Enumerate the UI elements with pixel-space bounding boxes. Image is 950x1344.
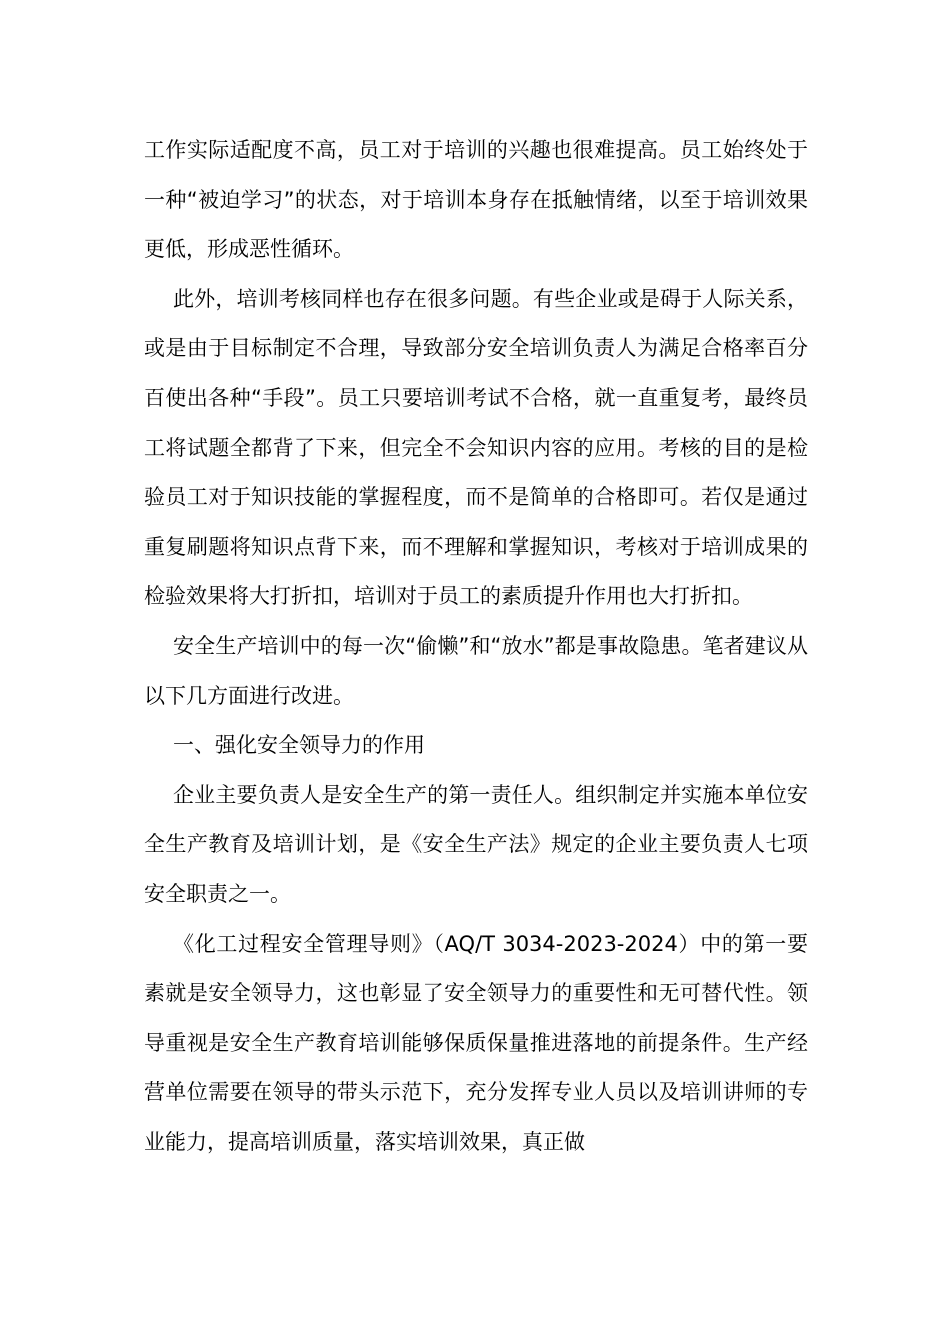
- paragraph-assessment-problems: 此外，培训考核同样也存在很多问题。有些企业或是碍于人际关系，或是由于目标制定不合理，导致部分安全培训负责人为满足合格率百分百使出各种“手段”。员工只要培训考试不合格，就一直重复考，最终员工将试题全都背了下来，但完全不会知识内容的应用。考核的目的是检验员工对于知识技能的掌握程度，而不是简单的合格即可。若仅是通过重复刷题将知识点背下来，而不理解和掌握知识，考核对于培训成果的检验效果将大打折扣，培训对于员工的素质提升作用也大打折扣。: [144, 286, 808, 609]
- paragraph-improvement-intro: 安全生产培训中的每一次“偷懒”和“放水”都是事故隐患。笔者建议从以下几方面进行改进。: [144, 633, 808, 708]
- section-heading-leadership: 一、强化安全领导力的作用: [173, 733, 425, 758]
- document-body: [144, 126, 808, 1167]
- paragraph-training-interest: 工作实际适配度不高，员工对于培训的兴趣也很难提高。员工始终处于一种“被迫学习”的状态，对于培训本身存在抵触情绪，以至于培训效果更低，形成恶性循环。: [144, 138, 808, 262]
- paragraph-guideline-leadership: 《化工过程安全管理导则》（AQ/T 3034-2023-2024）中的第一要素就是安全领导力，这也彰显了安全领导力的重要性和无可替代性。领导重视是安全生产教育培训能够保质保量推进落地的前提条件。生产经营单位需要在领导的带头示范下，充分发挥专业人员以及培训讲师的专业能力，提高培训质量，落实培训效果，真正做: [144, 931, 808, 1154]
- paragraph-principal-responsibility: 企业主要负责人是安全生产的第一责任人。组织制定并实施本单位安全生产教育及培训计划，是《安全生产法》规定的企业主要负责人七项安全职责之一。: [144, 782, 808, 906]
